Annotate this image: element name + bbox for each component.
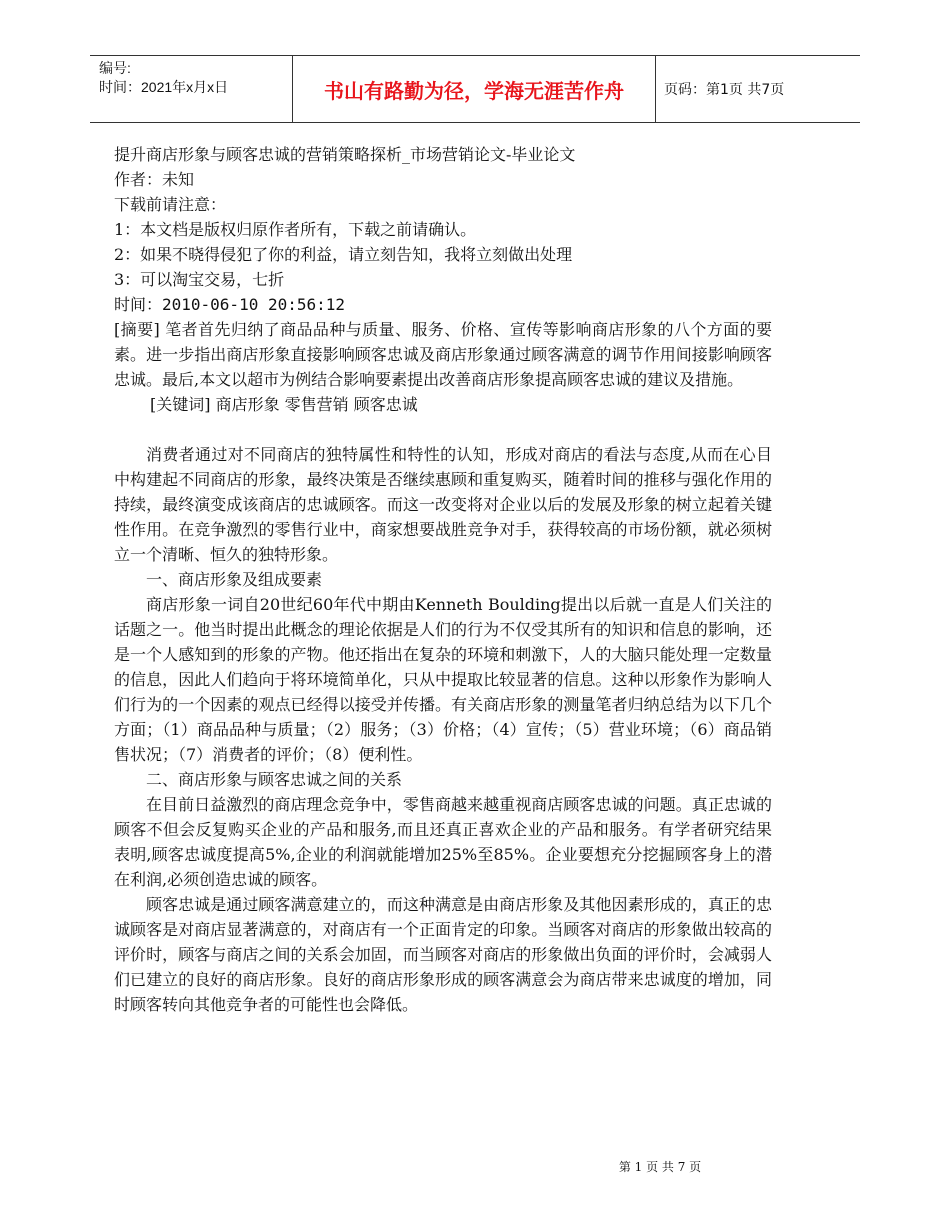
page-header [90, 55, 860, 123]
abstract: [摘要] 笔者首先归纳了商品品种与质量、服务、价格、宣传等影响商店形象的八个方面的要素。进一步指出商店形象直接影响顾客忠诚及商店形象通过顾客满意的调节作用间接影响顾客忠诚。最后,本文以超市为例结合影响要素提出改善商店形象提高顾客忠诚的建议及措施。 [114, 320, 772, 389]
header-time-label: 时间：2021年x月x日 [99, 79, 229, 95]
section-2-paragraph-1: 在目前日益激烈的商店理念竞争中，零售商越来越重视商店顾客忠诚的问题。真正忠诚的顾客不但会反复购买企业的产品和服务,而且还真正喜欢企业的产品和服务。有学者研究结果表明,顾客忠诚度提高5%,企业的利润就能增加25%至85%。企业要想充分挖掘顾客身上的潜在利润,必须创造忠诚的顾客。 [114, 795, 772, 889]
header-page-label: 页码：第1页 共7页 [664, 82, 785, 98]
doc-author: 作者：未知 [114, 170, 195, 189]
header-meta [90, 56, 292, 122]
header-motto: 书山有路勤为径，学海无涯苦作舟 [292, 56, 656, 122]
section-2-paragraph-2: 顾客忠诚是通过顾客满意建立的，而这种满意是由商店形象及其他因素形成的，真正的忠诚顾客是对商店显著满意的，对商店有一个正面肯定的印象。当顾客对商店的形象做出较高的评价时，顾客与商店之间的关系会加固，而当顾客对商店的形象做出负面的评价时，会减弱人们已建立的良好的商店形象。良好的商店形象形成的顾客满意会为商店带来忠诚度的增加，同时顾客转向其他竞争者的可能性也会降低。 [114, 895, 772, 1014]
doc-time: 时间：2010-06-10 20:56:12 [114, 295, 346, 314]
document-body [114, 142, 772, 1017]
doc-title: 提升商店形象与顾客忠诚的营销策略探析_市场营销论文-毕业论文 [114, 145, 576, 164]
section-heading-2: 二、商店形象与顾客忠诚之间的关系 [146, 770, 403, 789]
page-footer [0, 1158, 950, 1175]
spacer [114, 417, 772, 442]
section-heading-1: 一、商店形象及组成要素 [146, 570, 323, 589]
header-number-label: 编号: [99, 60, 131, 76]
notice-item-2: 2：如果不晓得侵犯了你的利益，请立刻告知，我将立刻做出处理 [114, 245, 573, 264]
intro-paragraph: 消费者通过对不同商店的独特属性和特性的认知，形成对商店的看法与态度,从而在心目中构建起不同商店的形象，最终决策是否继续惠顾和重复购买，随着时间的推移与强化作用的持续，最终演变成该商店的忠诚顾客。而这一改变将对企业以后的发展及形象的树立起着关键性作用。在竞争激烈的零售行业中，商家想要战胜竞争对手，获得较高的市场份额，就必须树立一个清晰、恒久的独特形象。 [114, 445, 772, 564]
notice-heading: 下载前请注意： [114, 195, 227, 214]
footer-page-number: 第 1 页 共 7 页 [618, 1160, 702, 1174]
notice-item-3: 3：可以淘宝交易，七折 [114, 270, 285, 289]
section-1-paragraph: 商店形象一词自20世纪60年代中期由Kenneth Boulding提出以后就一直是人们关注的话题之一。他当时提出此概念的理论依据是人们的行为不仅受其所有的知识和信息的影响，还是一个人感知到的形象的产物。他还指出在复杂的环境和刺激下，人的大脑只能处理一定数量的信息，因此人们趋向于将环境简单化，只从中提取比较显著的信息。这种以形象作为影响人们行为的一个因素的观点已经得以接受并传播。有关商店形象的测量笔者归纳总结为以下几个方面；（1）商品品种与质量；（2）服务；（3）价格；（4）宣传；（5）营业环境；（6）商品销售状况；（7）消费者的评价；（8）便利性。 [114, 595, 772, 764]
keywords: [关键词] 商店形象 零售营销 顾客忠诚 [150, 395, 418, 414]
notice-item-1: 1：本文档是版权归原作者所有，下载之前请确认。 [114, 220, 477, 239]
